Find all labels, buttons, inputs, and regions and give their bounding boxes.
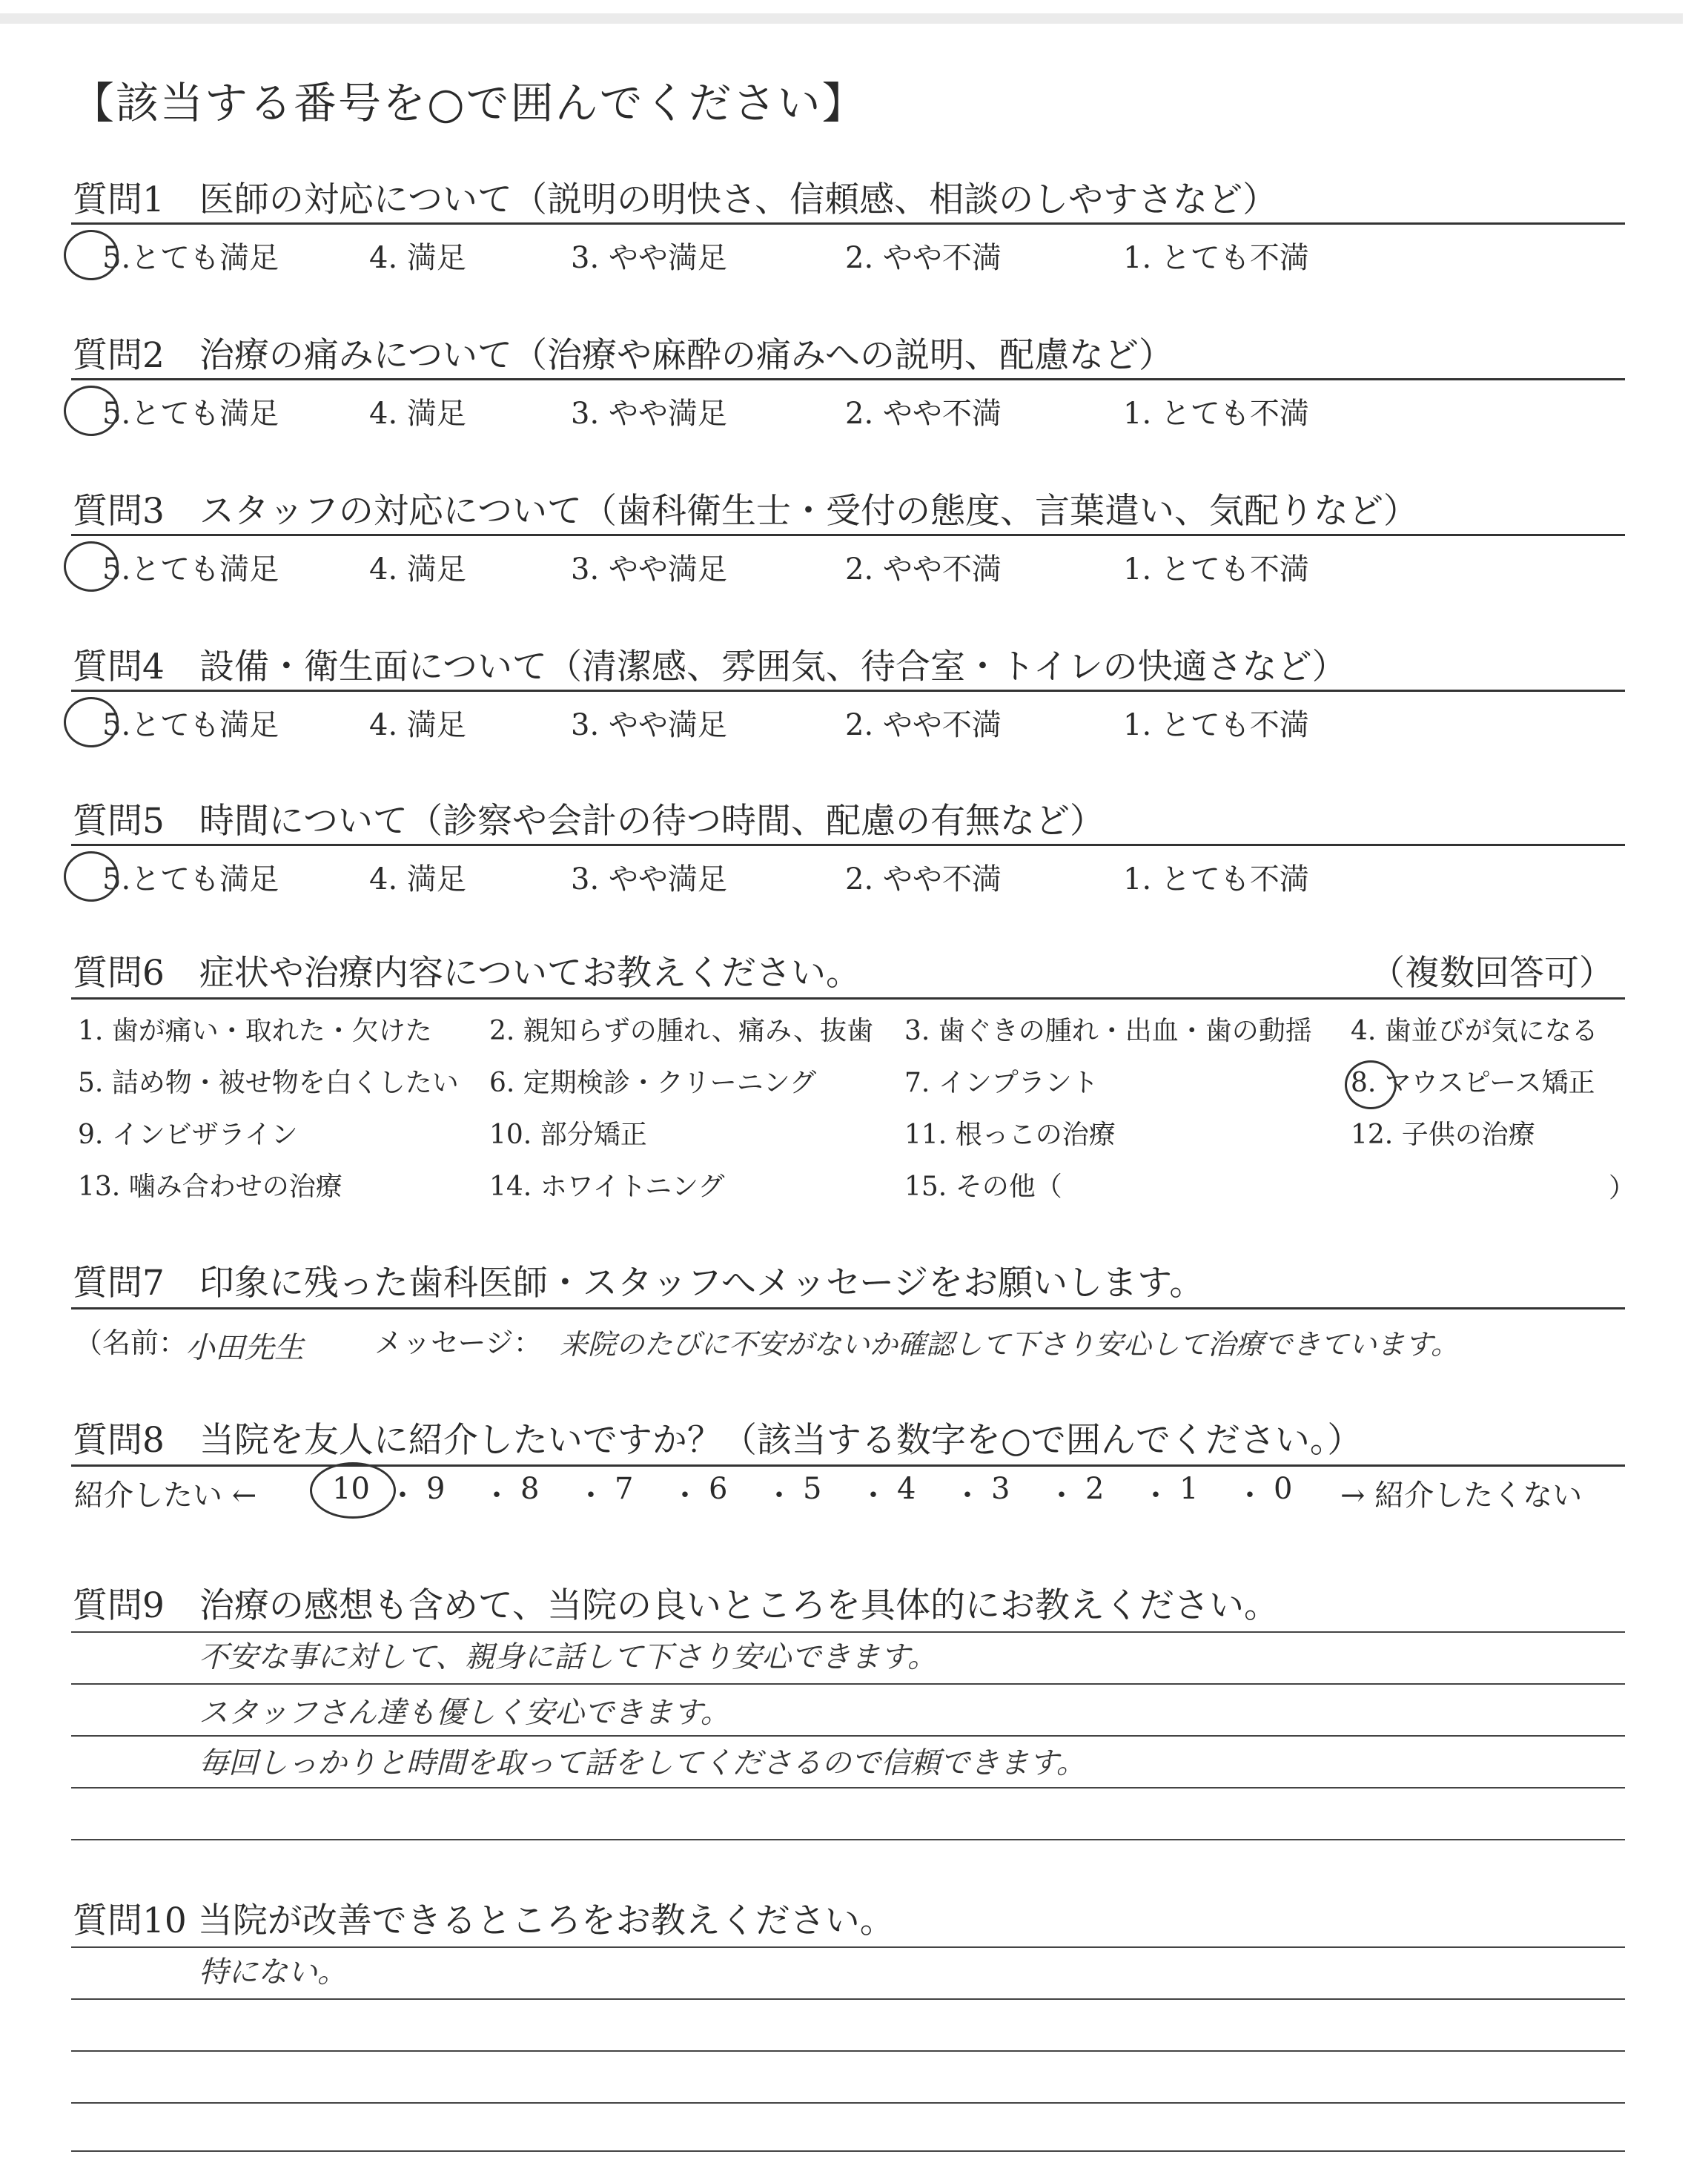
q8-separator-dot: ・ [482, 1479, 512, 1513]
q10-answer-handwriting: 特にない。 [199, 1955, 347, 1989]
q3-option-5[interactable]: 5.とても満足 [102, 552, 279, 587]
q8-number-2[interactable]: 2 [1085, 1472, 1105, 1506]
q8-separator-dot: ・ [670, 1479, 700, 1513]
q9-line [71, 1787, 1625, 1789]
q4-option-5[interactable]: 5.とても満足 [102, 708, 279, 742]
q5-rule [71, 844, 1625, 846]
q8-left-label: 紹介したい ← [74, 1479, 257, 1513]
q8-separator-dot: ・ [1047, 1479, 1076, 1513]
q8-number-6[interactable]: 6 [709, 1472, 728, 1506]
q8-rule [71, 1464, 1625, 1467]
q10-line [71, 2150, 1625, 2152]
q8-number-4[interactable]: 4 [897, 1472, 916, 1506]
q3-rule [71, 534, 1625, 536]
q8-title: 質問8 当院を友人に紹介したいですか？（該当する数字を○で囲んでください。） [73, 1420, 1363, 1461]
q1-option-4[interactable]: 4. 満足 [369, 241, 466, 275]
q2-option-2[interactable]: 2. やや不満 [845, 397, 1002, 431]
q1-option-5[interactable]: 5.とても満足 [102, 241, 279, 275]
q10-line [71, 2050, 1625, 2052]
q6-close-paren: ） [1609, 1173, 1636, 1203]
q6-symptom-11[interactable]: 11. 根っこの治療 [904, 1120, 1116, 1150]
q6-title: 質問6 症状や治療内容についてお教えください。 [73, 953, 861, 994]
q8-separator-dot: ・ [764, 1479, 794, 1513]
q3-option-4[interactable]: 4. 満足 [369, 552, 466, 587]
q8-number-8[interactable]: 8 [520, 1472, 540, 1506]
q1-option-3[interactable]: 3. やや満足 [571, 241, 727, 275]
q9-line [71, 1735, 1625, 1737]
q4-title: 質問4 設備・衛生面について（清潔感、雰囲気、待合室・トイレの快適さなど） [73, 647, 1347, 687]
q6-symptom-6[interactable]: 6. 定期検診・クリーニング [489, 1068, 817, 1098]
q9-line [71, 1631, 1625, 1633]
q10-line [71, 1946, 1625, 1948]
q6-symptom-5[interactable]: 5. 詰め物・被せ物を白くしたい [78, 1068, 459, 1098]
q6-symptom-10[interactable]: 10. 部分矯正 [489, 1120, 647, 1150]
scan-top-edge [0, 13, 1683, 24]
q6-rule [71, 997, 1625, 1000]
q2-option-3[interactable]: 3. やや満足 [571, 397, 727, 431]
q1-option-1[interactable]: 1. とても不満 [1123, 241, 1309, 275]
q9-title: 質問9 治療の感想も含めて、当院の良いところを具体的にお教えください。 [73, 1585, 1279, 1626]
q7-name-label: （名前： [74, 1327, 188, 1359]
q6-symptom-2[interactable]: 2. 親知らずの腫れ、痛み、抜歯 [489, 1016, 874, 1046]
q4-option-4[interactable]: 4. 満足 [369, 708, 466, 742]
q8-separator-dot: ・ [388, 1479, 417, 1513]
q3-title: 質問3 スタッフの対応について（歯科衛生士・受付の態度、言葉遣い、気配りなど） [73, 491, 1418, 532]
q3-option-1[interactable]: 1. とても不満 [1123, 552, 1309, 587]
q2-option-4[interactable]: 4. 満足 [369, 397, 466, 431]
q6-symptom-12[interactable]: 12. 子供の治療 [1351, 1120, 1535, 1150]
q8-number-9[interactable]: 9 [426, 1472, 446, 1506]
q1-option-2[interactable]: 2. やや不満 [845, 241, 1002, 275]
q8-number-3[interactable]: 3 [991, 1472, 1010, 1506]
q8-number-0[interactable]: 0 [1274, 1472, 1293, 1506]
q8-number-5[interactable]: 5 [803, 1472, 822, 1506]
q5-option-5[interactable]: 5.とても満足 [102, 862, 279, 896]
q10-title: 質問10 当院が改善できるところをお教えください。 [73, 1900, 895, 1941]
q5-title: 質問5 時間について（診察や会計の待つ時間、配慮の有無など） [73, 801, 1105, 842]
q9-line [71, 1683, 1625, 1685]
q6-symptom-14[interactable]: 14. ホワイトニング [489, 1172, 725, 1202]
q3-option-2[interactable]: 2. やや不満 [845, 552, 1002, 587]
q5-option-2[interactable]: 2. やや不満 [845, 862, 1002, 896]
q8-number-7[interactable]: 7 [615, 1472, 634, 1506]
form-heading: 【該当する番号を○で囲んでください】 [71, 78, 867, 128]
q8-separator-dot: ・ [1141, 1479, 1171, 1513]
q9-answer-line: スタッフさん達も優しく安心できます。 [199, 1696, 730, 1730]
q7-rule [71, 1307, 1625, 1309]
q1-rule [71, 222, 1625, 225]
q8-separator-dot: ・ [953, 1479, 982, 1513]
q6-note: （複数回答可） [1370, 953, 1614, 994]
q8-separator-dot: ・ [576, 1479, 606, 1513]
q6-symptom-7[interactable]: 7. インプラント [904, 1068, 1099, 1098]
q8-separator-dot: ・ [858, 1479, 888, 1513]
q5-option-4[interactable]: 4. 満足 [369, 862, 466, 896]
q8-right-label: → 紹介したくない [1340, 1479, 1583, 1513]
q2-option-1[interactable]: 1. とても不満 [1123, 397, 1309, 431]
q10-line [71, 1998, 1625, 2000]
q9-answer-line: 不安な事に対して、親身に話して下さり安心できます。 [199, 1640, 937, 1674]
q6-symptom-1[interactable]: 1. 歯が痛い・取れた・欠けた [78, 1016, 432, 1046]
q2-rule [71, 378, 1625, 380]
q4-option-2[interactable]: 2. やや不満 [845, 708, 1002, 742]
q6-symptom-9[interactable]: 9. インビザライン [78, 1120, 298, 1150]
q8-number-10[interactable]: 10 [332, 1472, 370, 1506]
q7-name-handwriting: 小田先生 [185, 1331, 304, 1365]
q5-option-3[interactable]: 3. やや満足 [571, 862, 727, 896]
q7-title: 質問7 印象に残った歯科医師・スタッフへメッセージをお願いします。 [73, 1263, 1205, 1304]
q4-option-1[interactable]: 1. とても不満 [1123, 708, 1309, 742]
q6-symptom-4[interactable]: 4. 歯並びが気になる [1351, 1016, 1598, 1046]
q7-message-label: メッセージ： [374, 1327, 542, 1359]
q5-option-1[interactable]: 1. とても不満 [1123, 862, 1309, 896]
q8-number-1[interactable]: 1 [1179, 1472, 1199, 1506]
q6-symptom-8[interactable]: 8. マウスピース矯正 [1351, 1068, 1595, 1098]
q6-symptom-3[interactable]: 3. 歯ぐきの腫れ・出血・歯の動揺 [904, 1016, 1312, 1046]
q10-line [71, 2102, 1625, 2104]
q1-title: 質問1 医師の対応について（説明の明快さ、信頼感、相談のしやすさなど） [73, 179, 1278, 220]
q9-answer-line: 毎回しっかりと時間を取って話をしてくださるので信頼できます。 [199, 1746, 1086, 1780]
q3-option-3[interactable]: 3. やや満足 [571, 552, 727, 587]
q6-symptom-15[interactable]: 15. その他（ [904, 1172, 1062, 1202]
q9-line [71, 1839, 1625, 1840]
q8-separator-dot: ・ [1235, 1479, 1265, 1513]
q4-rule [71, 690, 1625, 692]
q2-title: 質問2 治療の痛みについて（治療や麻酔の痛みへの説明、配慮など） [73, 335, 1174, 376]
q2-option-5[interactable]: 5.とても満足 [102, 397, 279, 431]
q7-message-handwriting: 来院のたびに不安がないか確認して下さり安心して治療できています。 [560, 1328, 1459, 1361]
q4-option-3[interactable]: 3. やや満足 [571, 708, 727, 742]
q6-symptom-13[interactable]: 13. 噛み合わせの治療 [78, 1172, 342, 1202]
